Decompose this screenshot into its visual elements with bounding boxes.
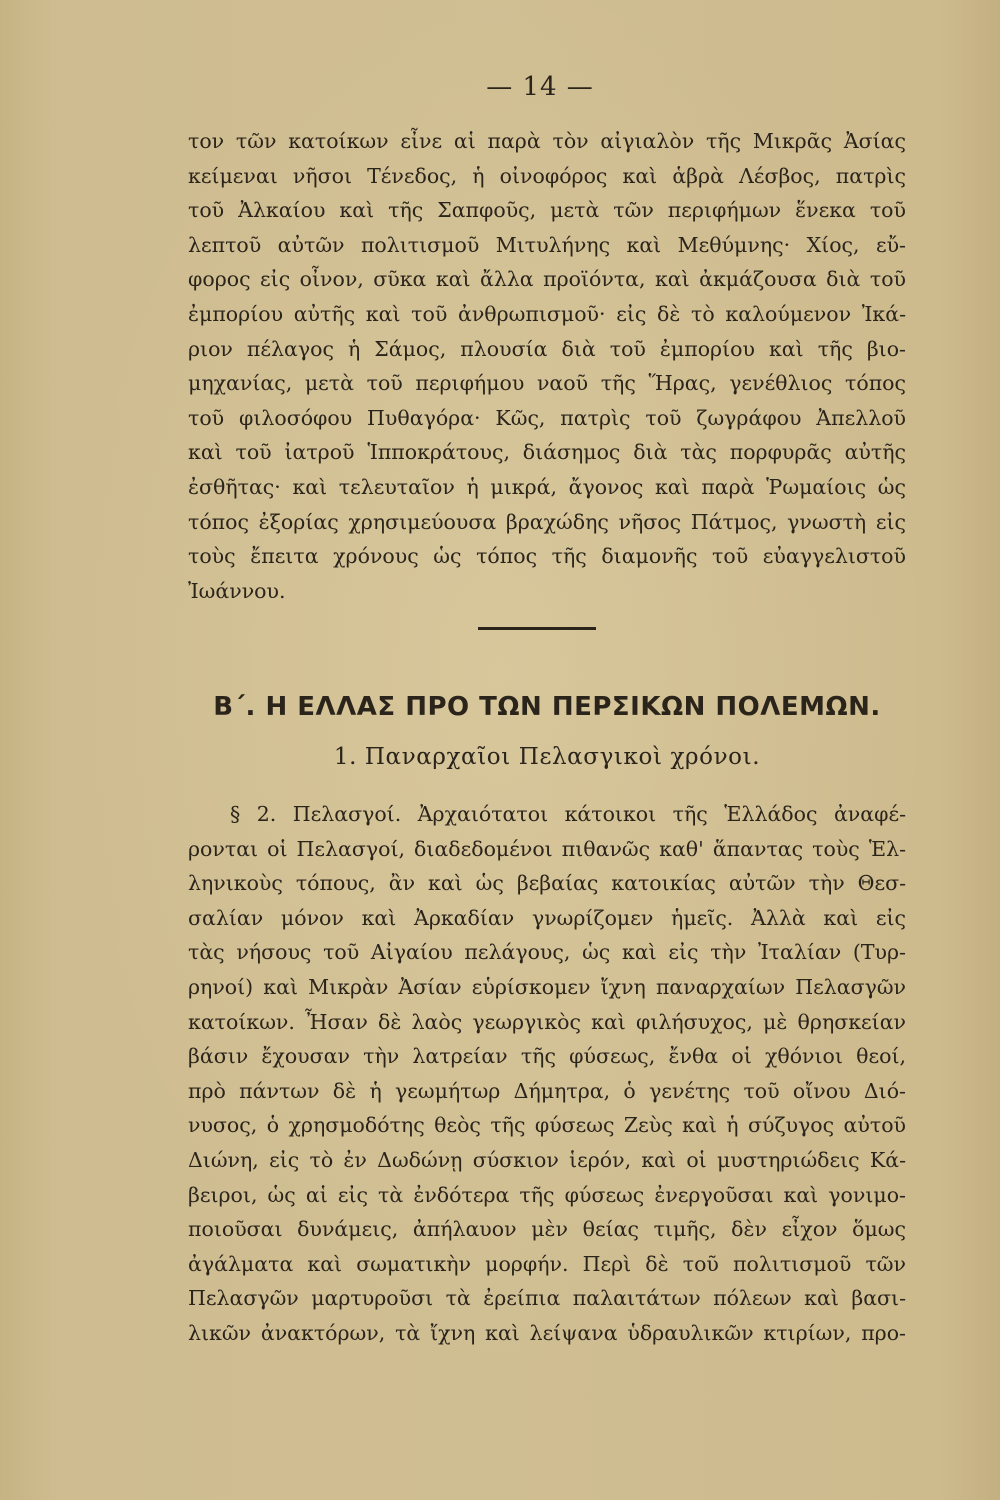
section-divider xyxy=(478,627,596,630)
text-line: § 2. Πελασγοί. Ἀρχαιότατοι κάτοικοι τῆς Ἑλλάδος ἀναφέ- xyxy=(230,802,906,826)
text-line: ἐμπορίου αὐτῆς καὶ τοῦ ἀνθρωπισμοῦ· εἰς δὲ τὸ καλούμενον Ἰκά- xyxy=(188,301,906,326)
paragraph-1 xyxy=(188,124,906,608)
text-line: λεπτοῦ αὐτῶν πολιτισμοῦ Μιτυλήνης καὶ Μεθύμνης· Χίος, εὔ- xyxy=(188,232,906,257)
text-line: τον τῶν κατοίκων εἶνε αἱ παρὰ τὸν αἰγιαλὸν τῆς Μικρᾶς Ἀσίας xyxy=(188,129,906,153)
text-line: Πελασγῶν μαρτυροῦσι τὰ ἐρείπια παλαιτάτων πόλεων καὶ βασι- xyxy=(188,1286,906,1311)
text-line: πρὸ πάντων δὲ ἡ γεωμήτωρ Δήμητρα, ὁ γενέτης τοῦ οἴνου Διό- xyxy=(188,1078,906,1103)
sub-heading: 1. Παναρχαῖοι Πελασγικοὶ χρόνοι. xyxy=(333,744,761,770)
text-line: Διώνη, εἰς τὸ ἐν Δωδώνῃ σύσκιον ἱερόν, καὶ οἱ μυστηριώδεις Κά- xyxy=(188,1147,906,1172)
text-line: ποιοῦσαι δυνάμεις, ἀπήλαυον μὲν θείας τιμῆς, δὲν εἶχον ὅμως xyxy=(188,1217,906,1242)
text-line: λικῶν ἀνακτόρων, τὰ ἴχνη καὶ λείψανα ὑδραυλικῶν κτιρίων, προ- xyxy=(188,1320,906,1345)
text-line: μηχανίας, μετὰ τοῦ περιφήμου ναοῦ τῆς Ἥρας, γενέθλιος τόπος xyxy=(188,371,906,396)
text-line: ρηνοί) καὶ Μικρὰν Ἀσίαν εὑρίσκομεν ἴχνη παναρχαίων Πελασγῶν xyxy=(188,974,906,999)
text-line: ἐσθῆτας· καὶ τελευταῖον ἡ μικρά, ἄγονος καὶ παρὰ Ῥωμαίοις ὡς xyxy=(188,474,906,499)
text-line: φορος εἰς οἶνον, σῦκα καὶ ἄλλα προϊόντα, καὶ ἀκμάζουσα διὰ τοῦ xyxy=(188,267,906,292)
text-line: τὰς νήσους τοῦ Αἰγαίου πελάγους, ὡς καὶ εἰς τὴν Ἰταλίαν (Τυρ- xyxy=(188,940,906,965)
text-line: ριον πέλαγος ἡ Σάμος, πλουσία διὰ τοῦ ἐμπορίου καὶ τῆς βιο- xyxy=(188,336,906,361)
text-line: ἀγάλματα καὶ σωματικὴν μορφήν. Περὶ δὲ τοῦ πολιτισμοῦ τῶν xyxy=(188,1251,906,1276)
text-line: κατοίκων. Ἦσαν δὲ λαὸς γεωργικὸς καὶ φιλήσυχος, μὲ θρησκείαν xyxy=(188,1009,906,1034)
text-line: νυσος, ὁ χρησμοδότης θεὸς τῆς φύσεως Ζεὺς καὶ ἡ σύζυγος αὐτοῦ xyxy=(188,1113,906,1138)
paragraph-2 xyxy=(188,797,906,1351)
text-line: Ἰωάννου. xyxy=(188,578,286,603)
page-number: — 14 — xyxy=(486,72,594,102)
text-line: τοῦ φιλοσόφου Πυθαγόρα· Κῶς, πατρὶς τοῦ ζωγράφου Ἀπελλοῦ xyxy=(188,405,906,430)
text-line: βάσιν ἔχουσαν τὴν λατρείαν τῆς φύσεως, ἔνθα οἱ χθόνιοι θεοί, xyxy=(188,1044,906,1069)
text-line: τοὺς ἔπειτα χρόνους ὡς τόπος τῆς διαμονῆς τοῦ εὐαγγελιστοῦ xyxy=(188,544,906,569)
text-line: κείμεναι νῆσοι Τένεδος, ἡ οἰνοφόρος καὶ ἁβρὰ Λέσβος, πατρὶς xyxy=(188,163,906,188)
text-line: καὶ τοῦ ἰατροῦ Ἱπποκράτους, διάσημος διὰ τὰς πορφυρᾶς αὐτῆς xyxy=(188,440,906,465)
section-heading: Β΄. Η ΕΛΛΑΣ ΠΡΟ ΤΩΝ ΠΕΡΣΙΚΩΝ ΠΟΛΕΜΩΝ. xyxy=(213,692,881,722)
text-line: τοῦ Ἀλκαίου καὶ τῆς Σαπφοῦς, μετὰ τῶν περιφήμων ἕνεκα τοῦ xyxy=(188,198,906,223)
text-line: τόπος ἐξορίας χρησιμεύουσα βραχώδης νῆσος Πάτμος, γνωστὴ εἰς xyxy=(188,509,906,534)
text-line: ρονται οἱ Πελασγοί, διαδεδομένοι πιθανῶς καθ' ἅπαντας τοὺς Ἑλ- xyxy=(188,836,906,861)
text-line: ληνικοὺς τόπους, ἂν καὶ ὡς βεβαίας κατοικίας αὐτῶν τὴν Θεσ- xyxy=(188,871,906,896)
text-line: βειροι, ὡς αἱ εἰς τὰ ἐνδότερα τῆς φύσεως ἐνεργοῦσαι καὶ γονιμο- xyxy=(188,1182,906,1207)
text-line: σαλίαν μόνον καὶ Ἀρκαδίαν γνωρίζομεν ἡμεῖς. Ἀλλὰ καὶ εἰς xyxy=(188,905,906,930)
